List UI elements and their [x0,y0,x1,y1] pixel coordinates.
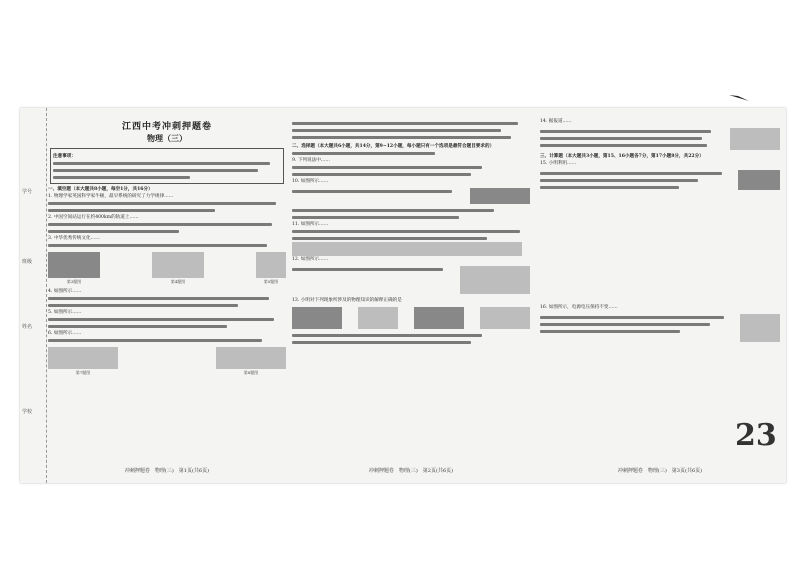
section-2-heading: 二、选择题（本大题共6小题，共14分，第9~12小题，每小题只有一个选项是最符合题目要求的） [292,144,495,149]
question-12: 12. 如图所示…… [292,257,329,262]
figure-image [738,170,780,190]
side-label-name: 姓名 [22,324,33,330]
figure-image [292,242,522,256]
question-10: 10. 如图所示…… [292,179,329,184]
question-15: 15. 小明利用…… [540,161,577,166]
question-3: 3. 中华优秀传统文化…… [48,236,100,241]
figure-row-2: 第7题图 第8题图 [48,347,286,376]
question-1: 1. 物理学家英国科学家牛顿，最早系统的研究了力学规律…… [48,194,174,199]
exam-title: 江西中考冲刺押题卷 [121,122,212,132]
question-5: 5. 如图所示…… [48,310,82,315]
question-4: 4. 如图所示…… [48,289,82,294]
figure-image [740,314,780,342]
notice-label: 注意事项： [53,154,76,159]
figure-image [256,252,286,278]
question-9: 9. 下列说法中…… [292,158,330,163]
figure-image [216,347,286,369]
question-6: 6. 如图所示…… [48,331,82,336]
side-label-school: 学校 [22,409,33,415]
notice-box [50,148,284,184]
figure-image [730,128,780,150]
figure-row-3 [292,307,530,329]
figure-image [470,188,530,204]
page-2-column [292,108,530,483]
page-1-column [48,108,286,483]
section-1-heading: 一、填空题（本大题共8小题，每空1分，共16分） [48,187,153,192]
section-3-heading: 三、计算题（本大题共3小题，第15、16小题各7分，第17小题8分，共22分） [540,154,704,159]
page-3-footer: 冲刺押题卷 物理(三) 第3页(共6页) [617,468,703,474]
binding-margin [20,108,47,483]
pen-mark-icon [728,92,750,102]
corner-page-number: 23 [735,418,777,453]
question-13: 13. 小明对下列现象所涉及的物理知识的解释正确的是 [292,298,402,303]
question-2: 2. 中国空间站运行在约400km的轨道上…… [48,215,139,220]
figure-image [48,252,100,278]
question-14: 14. 据报道…… [540,119,572,124]
figure-image [48,347,118,369]
question-11: 11. 如图所示…… [292,222,329,227]
exam-subtitle: 物理（三） [147,133,187,143]
question-16: 16. 如图所示，电源电压保持不变…… [540,305,618,310]
figure-row-1: 第3题图 第4题图 第5题图 [48,252,286,285]
figure-image [460,266,530,294]
figure-image [152,252,204,278]
page-2-footer: 冲刺押题卷 物理(三) 第2页(共6页) [368,468,454,474]
side-label-number: 学号 [22,189,33,195]
page-1-footer: 冲刺押题卷 物理(三) 第1页(共6页) [124,468,210,474]
exam-sheet [20,108,786,483]
side-label-class: 班级 [22,259,33,265]
